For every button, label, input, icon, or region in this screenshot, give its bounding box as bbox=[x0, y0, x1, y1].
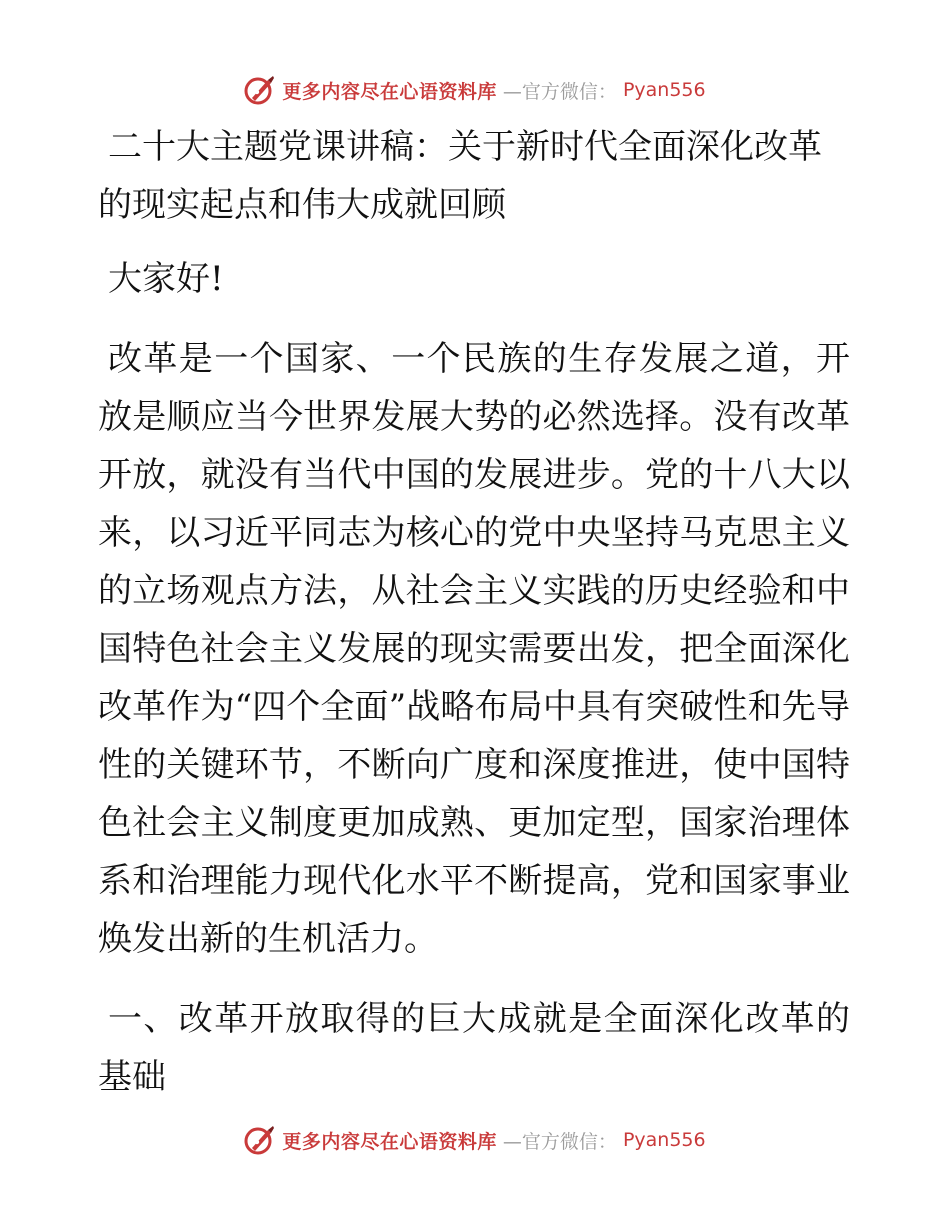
watermark-separator: —官方微信： bbox=[502, 80, 617, 103]
watermark-account: Pyan556 bbox=[622, 79, 706, 101]
watermark-account: Pyan556 bbox=[622, 1129, 706, 1151]
watermark-text: 更多内容尽在心语资料库 bbox=[282, 1130, 497, 1153]
document-body bbox=[98, 118, 850, 1106]
quill-logo-icon bbox=[244, 74, 276, 106]
greeting: 大家好! bbox=[108, 259, 224, 299]
watermark-separator: —官方微信： bbox=[502, 1130, 617, 1153]
watermark-text: 更多内容尽在心语资料库 bbox=[282, 80, 497, 103]
footer-watermark bbox=[0, 1122, 950, 1158]
document-title: 二十大主题党课讲稿：关于新时代全面深化改革的现实起点和伟大成就回顾 bbox=[98, 127, 822, 225]
section-heading: 一、改革开放取得的巨大成就是全面深化改革的基础 bbox=[98, 999, 850, 1097]
header-watermark bbox=[0, 72, 950, 108]
body-paragraph: 改革是一个国家、一个民族的生存发展之道，开放是顺应当今世界发展大势的必然选择。没有改革开放，就没有当代中国的发展进步。党的十八大以来，以习近平同志为核心的党中央坚持马克思主义的立场观点方法，从社会主义实践的历史经验和中国特色社会主义发展的现实需要出发，把全面深化改革作为“四个全面”战略布局中具有突破性和先导性的关键环节，不断向广度和深度推进，使中国特色社会主义制度更加成熟、更加定型，国家治理体系和治理能力现代化水平不断提高，党和国家事业焕发出新的生机活力。 bbox=[98, 339, 850, 959]
quill-logo-icon bbox=[244, 1124, 276, 1156]
